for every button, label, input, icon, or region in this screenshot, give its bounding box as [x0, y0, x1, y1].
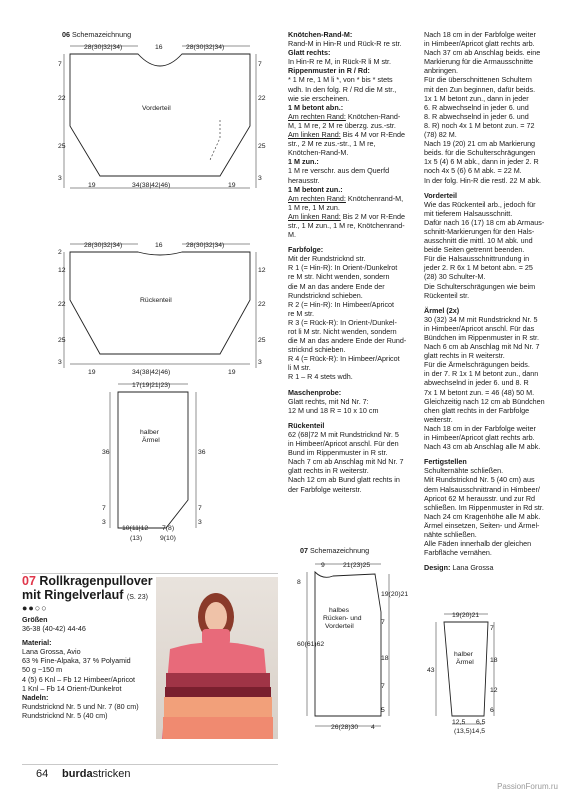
text-line: Nach 12 cm ab Bund glatt rechts in — [288, 475, 400, 485]
back-top-right: 28(30|32|34) — [186, 242, 225, 249]
text-line: Rundstricknd schieben. — [288, 290, 363, 300]
text-line: in Himbeer/Apricot glatt rechts arb. — [424, 39, 535, 49]
fertigstellen-heading: Fertigstellen — [424, 457, 467, 467]
rippen-heading: Rippenmuster in R / Rd: — [288, 66, 370, 76]
back-top-mid: 16 — [155, 242, 163, 249]
text-line: Am linken Rand: Bis 4 M vor R-Ende — [288, 130, 406, 140]
schematic-front-diagram — [58, 38, 266, 198]
text-line: Nach 6 cm ab Anschlag mit Nd Nr. 7 — [424, 342, 540, 352]
text-line: Mit der Rundstricknd str. — [288, 254, 366, 264]
text-line: ausschnitt die mittl. 10 M abk. und — [424, 236, 533, 246]
text-line: Gleichzeitig nach 12 cm ab Bündchen — [424, 396, 545, 406]
text-line: rot li M str. Nicht wenden, sondern — [288, 327, 397, 336]
text-line: re M str. Nicht wenden, sondern — [288, 272, 390, 282]
schematic-07-sleeve-diagram — [424, 606, 534, 736]
text-line: glatt rechts in R weiterstr. — [288, 466, 369, 476]
sleeve07-left: 43 — [427, 667, 435, 674]
text-line: noch 4x 5 (6) 6 M abk. = 22 M. — [424, 166, 522, 176]
front-top-right: 28(30|32|34) — [186, 44, 225, 51]
text-line: Wie das Rückenteil arb., jedoch für — [424, 199, 536, 209]
body07-bottom-2: 4 — [371, 724, 375, 731]
brand-logo: burdastricken — [62, 768, 131, 780]
difficulty-dots: ●●○○ — [22, 603, 48, 613]
sleeve07-right-12: 12 — [490, 687, 498, 694]
text-line: R 2 (= Hin-R): In Himbeer/Apricot — [288, 299, 395, 309]
text-line: Für die überschnittenen Schultern — [424, 75, 532, 85]
text-line: herausstr. — [288, 175, 320, 185]
text-line: stricknd schieben. — [288, 345, 346, 355]
groessen-heading: Größen — [22, 615, 48, 624]
body07-top-1: 9 — [321, 562, 325, 569]
rueckenteil-heading: Rückenteil — [288, 420, 325, 430]
body07-right-5: 5 — [381, 707, 385, 714]
text-line: wie sie erscheinen. — [288, 93, 350, 103]
sleeve-name-2: Ärmel — [142, 437, 160, 444]
back-bottom-right: 19 — [228, 369, 236, 376]
knoetchen-heading: Knötchen-Rand-M: — [288, 30, 353, 39]
text-line: Schulternähte schließen. — [424, 466, 504, 476]
text-line: Apricot 62 M herausstr. und zur Rd — [424, 493, 536, 503]
text-line: (78) 82 M. — [424, 130, 457, 140]
text-line: 1 M re, 1 M zun. — [288, 202, 340, 212]
text-line: Rundstricknd Nr. 5 und Nr. 7 (80 cm) — [22, 701, 139, 711]
text-line: R 3 (= Rück-R): In Orient-/Dunkel- — [288, 317, 397, 327]
text-line: wdh. In den folg. R / Rd die M str., — [288, 84, 397, 94]
text-line: 8. R) noch 4x 1 M betont zun. = 72 — [424, 120, 535, 130]
front-name: Vorderteil — [142, 105, 171, 112]
text-line: 30 (32) 34 M mit Rundstricknd Nr. 5 — [424, 314, 538, 324]
text-line: str., 2 M re zus.-str., 1 M re, — [288, 139, 376, 149]
body07-name-1: halbes — [329, 607, 350, 614]
text-line: Nach 24 cm Kragenhöhe alle M abk. — [424, 511, 541, 521]
back-name: Rückenteil — [140, 297, 172, 304]
sleeve-left-36: 36 — [102, 449, 110, 456]
front-right-25: 25 — [258, 143, 266, 150]
text-line: abwechselnd in jeder 6. und 8. R — [424, 378, 529, 388]
text-line: Mit Rundstricknd Nr. 5 (40 cm) aus — [424, 475, 535, 485]
text-line: Dafür nach 16 (17) 18 cm ab Armaus- — [424, 217, 545, 227]
text-line: der Farbfolge weiterstr. — [288, 484, 362, 494]
text-line: Ärmel einsetzen, Seiten- und Ärmel- — [424, 520, 540, 530]
schematic-07-body-diagram — [295, 556, 409, 736]
betont-zun-heading: 1 M betont zun.: — [288, 184, 343, 194]
text-line: Rand-M in Hin-R und Rück-R re str. — [288, 39, 402, 49]
text-line: str., 1 M zun., 1 M re, Knötchenrand- — [288, 220, 405, 230]
text-line: beids. für die Schulterschrägungen — [424, 148, 536, 158]
text-line: Nach 43 cm ab Anschlag alle M abk. — [424, 442, 541, 452]
page-number: 64 — [36, 768, 49, 780]
instructions-column-3 — [424, 30, 562, 572]
groessen-value: 36-38 (40-42) 44-46 — [22, 624, 86, 634]
betont-abn-heading: 1 M betont abn.: — [288, 102, 344, 112]
text-line: 7x 1 M betont zun. = 46 (48) 50 M. — [424, 387, 535, 397]
text-line: Farbfläche vernähen. — [424, 548, 492, 558]
back-left-25: 25 — [58, 337, 66, 344]
body07-left-8: 8 — [297, 579, 301, 586]
text-line: 8. R abwechselnd in jeder 6. und — [424, 111, 529, 121]
text-line: Nach 18 cm in der Farbfolge weiter — [424, 30, 536, 39]
text-line: R 1 – R 4 stets wdh. — [288, 372, 353, 382]
text-line: 1 M re verschr. aus dem Querfd — [288, 166, 390, 176]
text-line: 1x 1 M betont zun., dann in jeder — [424, 93, 529, 103]
material-heading: Material: — [22, 638, 52, 648]
text-line: schnitt-Markierungen für den Hals- — [424, 226, 535, 236]
text-line: (28) 30 Schulter-M. — [424, 272, 486, 282]
back-right-25: 25 — [258, 337, 266, 344]
front-bottom-left: 19 — [88, 182, 96, 189]
text-line: Nach 37 cm ab Anschlag beids. eine — [424, 48, 541, 58]
body07-left-total: 60(61)62 — [297, 641, 325, 648]
text-line: 6. R abwechselnd in jeder 6. und — [424, 102, 529, 112]
text-line: in der 7. R 1x 1 M betont zun., dann — [424, 369, 539, 379]
sleeve-name-1: halber — [140, 429, 159, 436]
sleeve-right-7: 7 — [198, 505, 202, 512]
sleeve-bottom-1: 10(11|12 — [122, 525, 149, 532]
text-line: 62 (68|72 M mit Rundstricknd Nr. 5 — [288, 429, 399, 439]
text-line: die M an das andere Ende der Rund- — [288, 336, 407, 346]
text-line: Rückenteil str. — [424, 290, 470, 300]
zun-heading: 1 M zun.: — [288, 157, 319, 167]
text-line: in Himbeer/Apricot anschl. Für das — [424, 323, 535, 333]
front-top-left: 28(30|32|34) — [84, 44, 123, 51]
body07-right-7: 7 — [381, 619, 385, 626]
front-left-22: 22 — [58, 95, 66, 102]
text-line: Glatt rechts, mit Nd Nr. 7: — [288, 396, 369, 406]
body07-top-2: 21(23)25 — [343, 562, 371, 569]
body07-name-3: Vorderteil — [325, 623, 354, 630]
text-line: 63 % Fine-Alpaka, 37 % Polyamid — [22, 656, 131, 666]
sleeve-bottom-3: (13) — [130, 535, 143, 542]
body07-right-18: 18 — [381, 655, 389, 662]
text-line: R 1 (= Hin-R): In Orient-/Dunkelrot — [288, 263, 398, 273]
schematic-back-diagram — [58, 238, 266, 378]
text-line: Nach 18 cm in der Farbfolge weiter — [424, 423, 536, 433]
text-line: mit tieferem Halsausschnitt. — [424, 208, 513, 218]
text-line: Am rechten Rand: Knötchenrand-M, — [288, 193, 404, 203]
back-right-22: 22 — [258, 301, 266, 308]
back-bottom-mid: 34(38|42|46) — [132, 369, 171, 376]
schematic-07-label: 07 Schemazeichnung — [300, 546, 370, 555]
front-bottom-right: 19 — [228, 182, 236, 189]
text-line: Für die Ärmelschrägungen beids. — [424, 360, 530, 370]
text-line: jeder 2. R 6x 1 M betont abn. = 25 — [424, 263, 533, 273]
sleeve-left-3: 3 — [102, 519, 106, 526]
sleeve07-bottom-3: (13,5)14,5 — [454, 728, 485, 735]
text-line: 1x 5 (4) 6 M abk., dann in jeder 2. R — [424, 157, 539, 167]
sleeve07-right-7: 7 — [490, 625, 494, 632]
text-line: weiterstr. — [424, 414, 453, 424]
text-line: 1 Knl – Fb 14 Orient-/Dunkelrot — [22, 683, 122, 693]
text-line: Alle Fäden innerhalb der gleichen — [424, 539, 532, 549]
text-line: beide Seiten getrennt beenden. — [424, 245, 525, 255]
sleeve07-name-1: halber — [454, 651, 473, 658]
front-left-7: 7 — [58, 61, 62, 68]
text-line: Nach 19 (20) 21 cm ab Markierung — [424, 139, 536, 149]
back-left-12: 12 — [58, 267, 66, 274]
text-line: Am rechten Rand: Knötchen-Rand- — [288, 111, 401, 121]
pattern-07-title: 07 Rollkragenpullover mit Ringelverlauf (S. 23) — [22, 574, 153, 602]
text-line: Rundstricknd Nr. 5 (40 cm) — [22, 710, 108, 720]
text-line: Markierung für die Armausschnitte — [424, 57, 534, 67]
text-line: glatt rechts in R weiterstr. — [424, 351, 505, 361]
text-line: Bündchen im Rippenmuster in R str. — [424, 333, 540, 342]
watermark: PassionForum.ru — [497, 782, 558, 791]
glatt-heading: Glatt rechts: — [288, 48, 331, 58]
text-line: 4 (5) 6 Knl – Fb 12 Himbeer/Apricot — [22, 674, 136, 684]
text-line: in Himbeer/Apricot glatt rechts arb. — [424, 433, 535, 443]
back-top-left: 28(30|32|34) — [84, 242, 123, 249]
nadeln-heading: Nadeln: — [22, 692, 49, 702]
text-line: Die Schulterschrägungen wie beim — [424, 281, 536, 291]
body07-right-7b: 7 — [381, 683, 385, 690]
front-right-7: 7 — [258, 61, 262, 68]
text-line: 12 M und 18 R = 10 x 10 cm — [288, 405, 379, 415]
sleeve07-right-18: 18 — [490, 657, 498, 664]
text-line: Nach 7 cm ab Anschlag mit Nd Nr. 7 — [288, 457, 404, 467]
text-line: anbringen. — [424, 66, 458, 76]
back-right-3: 3 — [258, 359, 262, 366]
sweater-illustration — [156, 577, 278, 739]
schematic-06-label: 06 Schemazeichnung — [62, 30, 132, 39]
text-line: Lana Grossa, Avio — [22, 647, 81, 657]
front-right-22: 22 — [258, 95, 266, 102]
text-line: * 1 M re, 1 M li *, von * bis * stets — [288, 75, 393, 85]
back-left-3: 3 — [58, 359, 62, 366]
text-line: mit den Zun beginnen, dafür beids. — [424, 84, 536, 94]
body07-name-2: Rücken- und — [323, 615, 362, 622]
front-bottom-mid: 34(38|42|46) — [132, 182, 171, 189]
sleeve-right-3: 3 — [198, 519, 202, 526]
sleeve-left-7: 7 — [102, 505, 106, 512]
sleeve-bottom-2: 7(8) — [162, 525, 175, 532]
back-right-12: 12 — [258, 267, 266, 274]
farbfolge-heading: Farbfolge: — [288, 245, 324, 255]
text-line: 50 g ~150 m — [22, 665, 63, 675]
design-credit: Design: Lana Grossa — [424, 563, 494, 573]
sleeve07-right-6: 6 — [490, 707, 494, 714]
sleeve-bottom-4: 9(10) — [160, 535, 176, 542]
text-line: M. — [288, 230, 296, 240]
body07-bottom-1: 26(28)30 — [331, 724, 359, 731]
model-photo — [156, 577, 278, 739]
front-right-3: 3 — [258, 175, 262, 182]
sleeve07-name-2: Ärmel — [456, 659, 474, 666]
front-left-25: 25 — [58, 143, 66, 150]
footer-divider — [22, 764, 278, 765]
maschenprobe-heading: Maschenprobe: — [288, 387, 342, 397]
text-line: Knötchen-Rand-M. — [288, 148, 349, 158]
body07-right-1921: 19(20)21 — [381, 591, 409, 598]
text-line: R 4 (= Rück-R): In Himbeer/Apricot — [288, 354, 400, 364]
text-line: In der folg. Hin-R die restl. 22 M abk. — [424, 175, 542, 185]
text-line: Für die Halsausschnittrundung in — [424, 254, 530, 264]
text-line: die M an das andere Ende der — [288, 281, 385, 291]
aermel-heading: Ärmel (2x) — [424, 305, 460, 315]
text-line: Am linken Rand: Bis 2 M vor R-Ende — [288, 211, 406, 221]
instructions-column-2 — [288, 30, 418, 494]
sleeve07-bottom-2: 6,5 — [476, 719, 486, 726]
back-bottom-left: 19 — [88, 369, 96, 376]
sleeve07-bottom-1: 12,5 — [452, 719, 466, 726]
back-left-2: 2 — [58, 249, 62, 256]
text-line: li M str. — [288, 363, 311, 373]
schematic-sleeve-diagram — [100, 378, 210, 548]
text-line: Bund im Rippenmuster in R str. — [288, 448, 388, 458]
text-line: re M str. — [288, 308, 314, 318]
text-line: chen glatt rechts in der Farbfolge — [424, 405, 530, 415]
front-left-3: 3 — [58, 175, 62, 182]
sleeve07-top: 19(20)21 — [452, 612, 480, 619]
text-line: M, 1 M re, 2 M re überzg. zus.-str. — [288, 120, 396, 130]
sleeve-top: 17(19|21|23) — [132, 382, 171, 389]
back-left-22: 22 — [58, 301, 66, 308]
pattern-07-materials — [22, 615, 162, 720]
text-line: In Hin-R re M, in Rück-R li M str. — [288, 57, 392, 67]
text-line: in Himbeer/Apricot anschl. Für den — [288, 439, 399, 449]
text-line: schließen. Im Rippenmuster in Rd str. — [424, 502, 544, 512]
text-line: dem Halsausschnittrand in Himbeer/ — [424, 484, 540, 494]
vorderteil-heading: Vorderteil — [424, 190, 458, 200]
sleeve-right-36: 36 — [198, 449, 206, 456]
text-line: nähte schließen. — [424, 529, 477, 539]
front-top-mid: 16 — [155, 44, 163, 51]
